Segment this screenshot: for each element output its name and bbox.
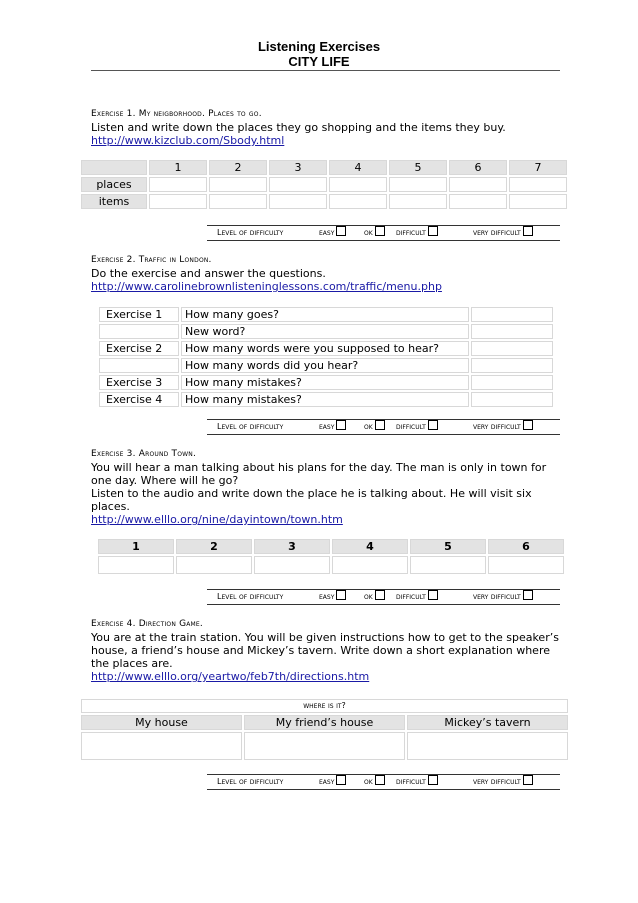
answer-cell[interactable] bbox=[98, 556, 174, 574]
table-row bbox=[81, 177, 567, 192]
table-title: where is it? bbox=[81, 699, 568, 713]
table-row bbox=[99, 358, 553, 373]
exercise2-table bbox=[97, 305, 555, 409]
exercise3-table bbox=[96, 537, 566, 576]
column-header: 5 bbox=[389, 160, 447, 175]
question: How many words did you hear? bbox=[181, 358, 469, 373]
checkbox-icon[interactable] bbox=[375, 420, 385, 430]
column-header: Mickey’s tavern bbox=[407, 715, 568, 730]
difficulty-ok[interactable] bbox=[364, 590, 373, 604]
column-header: 3 bbox=[269, 160, 327, 175]
answer-cell[interactable] bbox=[332, 556, 408, 574]
question: New word? bbox=[181, 324, 469, 339]
difficulty-easy[interactable] bbox=[319, 590, 334, 604]
answer-cell[interactable] bbox=[176, 556, 252, 574]
checkbox-icon[interactable] bbox=[523, 420, 533, 430]
exercise2-instruction: Do the exercise and answer the questions. bbox=[91, 267, 326, 280]
difficulty-difficult[interactable] bbox=[396, 420, 426, 434]
answer-cell[interactable] bbox=[389, 194, 447, 209]
answer-cell[interactable] bbox=[449, 177, 507, 192]
exercise3-instruction-1: You will hear a man talking about his plans for the day. The man is only in town for bbox=[91, 461, 547, 474]
difficulty-easy[interactable] bbox=[319, 420, 334, 434]
row-label: Exercise 2 bbox=[99, 341, 179, 356]
exercise1-instruction: Listen and write down the places they go shopping and the items they buy. bbox=[91, 121, 506, 134]
column-header: 1 bbox=[149, 160, 207, 175]
question: How many words were you supposed to hear? bbox=[181, 341, 469, 356]
difficulty-difficult-label: difficult bbox=[396, 228, 426, 237]
answer-cell[interactable] bbox=[269, 177, 327, 192]
answer-cell[interactable] bbox=[509, 177, 567, 192]
checkbox-icon[interactable] bbox=[336, 226, 346, 236]
answer-cell[interactable] bbox=[81, 732, 242, 760]
answer-cell[interactable] bbox=[329, 194, 387, 209]
difficulty-very-difficult[interactable] bbox=[473, 420, 521, 434]
checkbox-icon[interactable] bbox=[336, 420, 346, 430]
difficulty-difficult[interactable] bbox=[396, 590, 426, 604]
answer-cell[interactable] bbox=[509, 194, 567, 209]
exercise4-heading: Exercise 4. Direction Game. bbox=[91, 619, 203, 629]
column-header: My friend’s house bbox=[244, 715, 405, 730]
difficulty-ok-label: ok bbox=[364, 592, 373, 601]
difficulty-ok[interactable] bbox=[364, 420, 373, 434]
table-row bbox=[98, 556, 564, 574]
answer-cell[interactable] bbox=[471, 307, 553, 322]
row-label: Exercise 4 bbox=[99, 392, 179, 407]
row-label bbox=[99, 358, 179, 373]
difficulty-ok-label: ok bbox=[364, 777, 373, 786]
difficulty-easy-label: easy bbox=[319, 777, 335, 786]
column-header: 3 bbox=[254, 539, 330, 554]
checkbox-icon[interactable] bbox=[523, 775, 533, 785]
answer-cell[interactable] bbox=[407, 732, 568, 760]
difficulty-easy-label: easy bbox=[319, 592, 335, 601]
exercise4-link[interactable]: http://www.elllo.org/yeartwo/feb7th/directions.htm bbox=[91, 670, 370, 683]
answer-cell[interactable] bbox=[269, 194, 327, 209]
answer-cell[interactable] bbox=[488, 556, 564, 574]
answer-cell[interactable] bbox=[471, 358, 553, 373]
answer-cell[interactable] bbox=[209, 194, 267, 209]
column-header: My house bbox=[81, 715, 242, 730]
column-header: 1 bbox=[98, 539, 174, 554]
checkbox-icon[interactable] bbox=[523, 590, 533, 600]
table-row bbox=[81, 194, 567, 209]
difficulty-very-difficult[interactable] bbox=[473, 775, 521, 789]
column-header: 4 bbox=[332, 539, 408, 554]
difficulty-ok-label: ok bbox=[364, 422, 373, 431]
answer-cell[interactable] bbox=[149, 177, 207, 192]
column-header: 7 bbox=[509, 160, 567, 175]
checkbox-icon[interactable] bbox=[523, 226, 533, 236]
exercise2-heading: Exercise 2. Traffic in London. bbox=[91, 255, 212, 265]
answer-cell[interactable] bbox=[410, 556, 486, 574]
row-label bbox=[99, 324, 179, 339]
table-row bbox=[81, 732, 568, 760]
exercise3-instruction-3: Listen to the audio and write down the place he is talking about. He will visit six bbox=[91, 487, 532, 500]
answer-cell[interactable] bbox=[149, 194, 207, 209]
answer-cell[interactable] bbox=[449, 194, 507, 209]
checkbox-icon[interactable] bbox=[428, 590, 438, 600]
difficulty-very-difficult[interactable] bbox=[473, 590, 521, 604]
difficulty-difficult-label: difficult bbox=[396, 592, 426, 601]
exercise2-link[interactable]: http://www.carolinebrownlisteninglessons.com/traffic/menu.php bbox=[91, 280, 442, 293]
exercise4-table bbox=[79, 697, 570, 762]
exercise3-heading: Exercise 3. Around Town. bbox=[91, 449, 197, 459]
row-label: Exercise 1 bbox=[99, 307, 179, 322]
table-row bbox=[99, 307, 553, 322]
column-header: 2 bbox=[209, 160, 267, 175]
answer-cell[interactable] bbox=[389, 177, 447, 192]
exercise3-instruction-2: one day. Where will he go? bbox=[91, 474, 239, 487]
checkbox-icon[interactable] bbox=[375, 775, 385, 785]
difficulty-ok[interactable] bbox=[364, 775, 373, 789]
difficulty-very-difficult-label: very difficult bbox=[473, 777, 521, 786]
exercise1-link[interactable]: http://www.kizclub.com/Sbody.html bbox=[91, 134, 285, 147]
answer-cell[interactable] bbox=[209, 177, 267, 192]
column-header: 6 bbox=[449, 160, 507, 175]
answer-cell[interactable] bbox=[254, 556, 330, 574]
exercise4-instruction-1: You are at the train station. You will be given instructions how to get to the speaker’s bbox=[91, 631, 559, 644]
difficulty-label: Level of difficulty bbox=[217, 777, 284, 786]
answer-cell[interactable] bbox=[471, 341, 553, 356]
difficulty-label: Level of difficulty bbox=[217, 592, 284, 601]
difficulty-ok-label: ok bbox=[364, 228, 373, 237]
question: How many mistakes? bbox=[181, 375, 469, 390]
exercise4-instruction-2: house, a friend’s house and Mickey’s tavern. Write down a short explanation where bbox=[91, 644, 551, 657]
answer-cell[interactable] bbox=[471, 324, 553, 339]
checkbox-icon[interactable] bbox=[375, 226, 385, 236]
difficulty-easy[interactable] bbox=[319, 775, 334, 789]
difficulty-easy[interactable] bbox=[319, 226, 334, 240]
difficulty-difficult-label: difficult bbox=[396, 422, 426, 431]
column-header: 6 bbox=[488, 539, 564, 554]
question: How many goes? bbox=[181, 307, 469, 322]
difficulty-difficult[interactable] bbox=[396, 775, 426, 789]
column-header: 4 bbox=[329, 160, 387, 175]
difficulty-very-difficult-label: very difficult bbox=[473, 228, 521, 237]
exercise1-table bbox=[79, 158, 569, 211]
exercise1-heading: Exercise 1. My neigborhood. Places to go. bbox=[91, 109, 262, 119]
difficulty-difficult[interactable] bbox=[396, 226, 426, 240]
table-corner-cell bbox=[81, 160, 147, 175]
table-row bbox=[99, 375, 553, 390]
checkbox-icon[interactable] bbox=[336, 590, 346, 600]
row-label: Exercise 3 bbox=[99, 375, 179, 390]
difficulty-bar-2 bbox=[207, 419, 560, 435]
difficulty-very-difficult[interactable] bbox=[473, 226, 521, 240]
checkbox-icon[interactable] bbox=[428, 775, 438, 785]
checkbox-icon[interactable] bbox=[428, 420, 438, 430]
row-label: places bbox=[81, 177, 147, 192]
checkbox-icon[interactable] bbox=[428, 226, 438, 236]
exercise4-instruction-3: the places are. bbox=[91, 657, 173, 670]
checkbox-icon[interactable] bbox=[336, 775, 346, 785]
column-header: 5 bbox=[410, 539, 486, 554]
page-subtitle: CITY LIFE bbox=[288, 54, 350, 69]
difficulty-very-difficult-label: very difficult bbox=[473, 592, 521, 601]
column-header: 2 bbox=[176, 539, 252, 554]
answer-cell[interactable] bbox=[471, 392, 553, 407]
difficulty-label: Level of difficulty bbox=[217, 422, 284, 431]
difficulty-bar-1 bbox=[207, 225, 560, 241]
difficulty-label: Level of difficulty bbox=[217, 228, 284, 237]
difficulty-very-difficult-label: very difficult bbox=[473, 422, 521, 431]
title-divider bbox=[91, 70, 560, 71]
question: How many mistakes? bbox=[181, 392, 469, 407]
page-title: Listening Exercises bbox=[257, 39, 381, 54]
answer-cell[interactable] bbox=[471, 375, 553, 390]
exercise3-instruction-4: places. bbox=[91, 500, 130, 513]
table-row bbox=[99, 392, 553, 407]
difficulty-bar-3 bbox=[207, 589, 560, 605]
table-row bbox=[99, 341, 553, 356]
difficulty-ok[interactable] bbox=[364, 226, 373, 240]
answer-cell[interactable] bbox=[329, 177, 387, 192]
row-label: items bbox=[81, 194, 147, 209]
difficulty-difficult-label: difficult bbox=[396, 777, 426, 786]
answer-cell[interactable] bbox=[244, 732, 405, 760]
exercise3-link[interactable]: http://www.elllo.org/nine/dayintown/town.htm bbox=[91, 513, 343, 526]
checkbox-icon[interactable] bbox=[375, 590, 385, 600]
difficulty-easy-label: easy bbox=[319, 422, 335, 431]
difficulty-easy-label: easy bbox=[319, 228, 335, 237]
difficulty-bar-4 bbox=[207, 774, 560, 790]
table-row bbox=[99, 324, 553, 339]
